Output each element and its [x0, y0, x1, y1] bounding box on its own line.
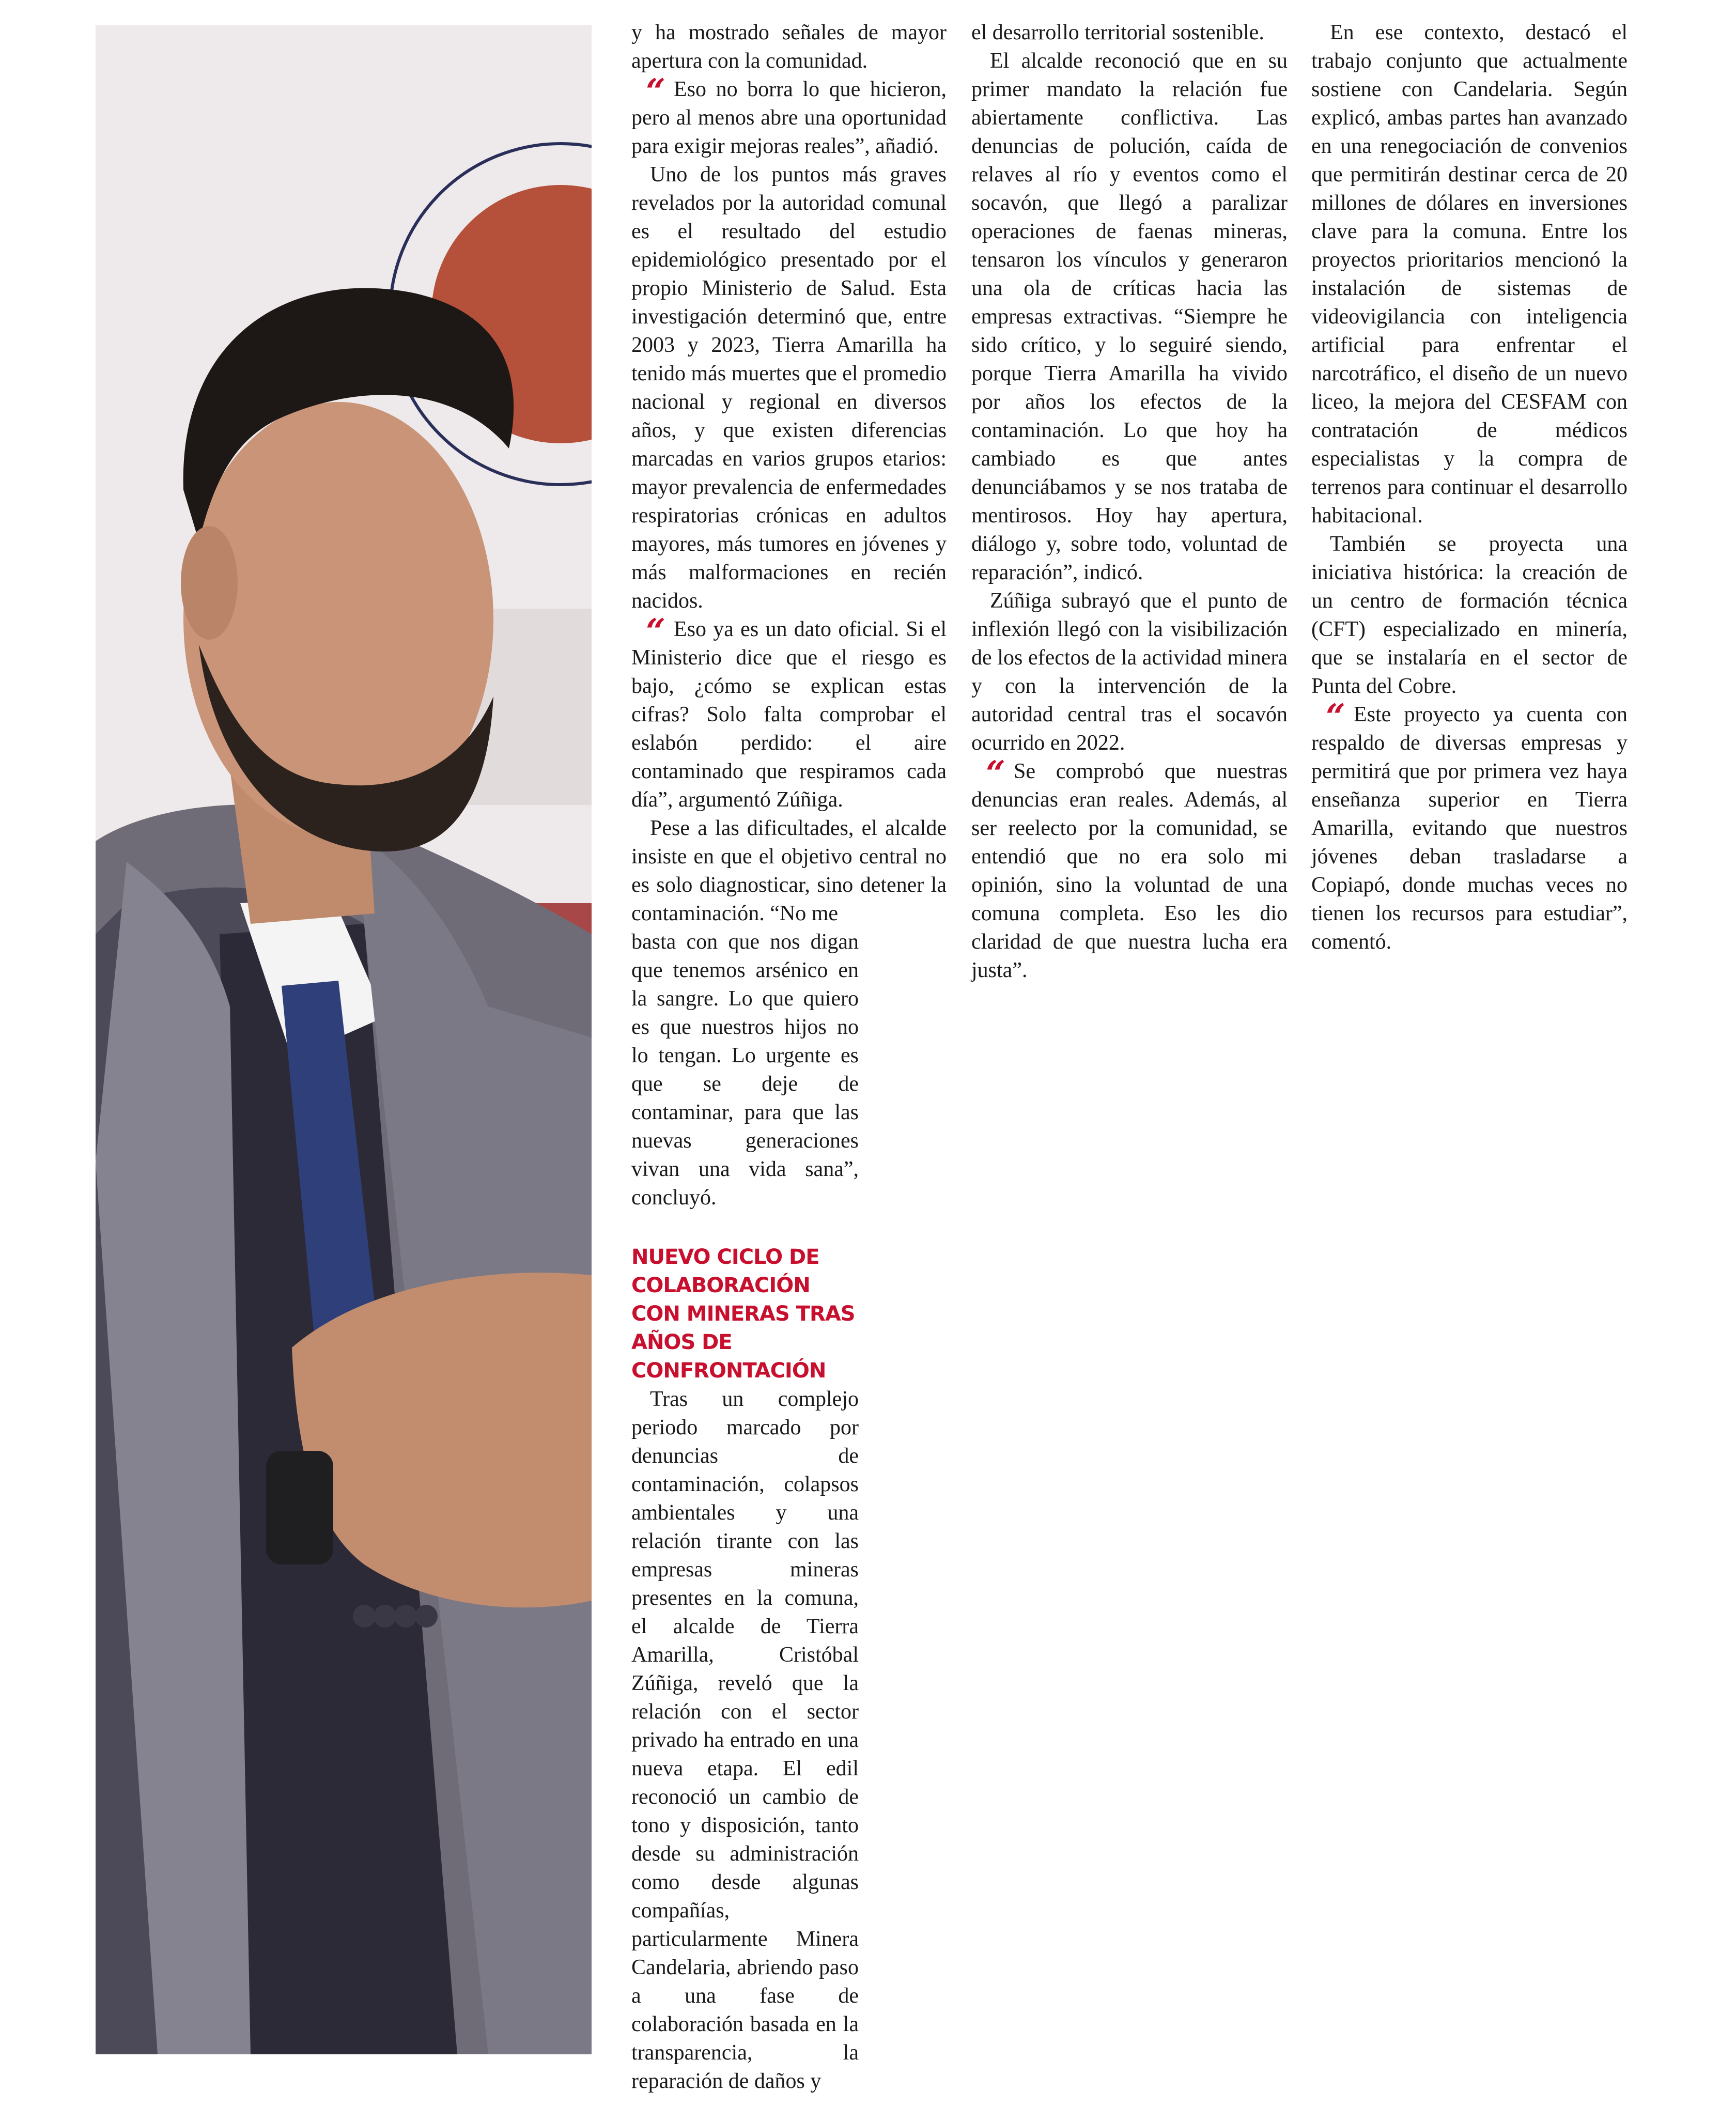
wristwatch — [266, 1451, 333, 1565]
paragraph: y ha mostrado señales de mayor apertura con la comunidad. — [631, 21, 947, 73]
quote-text: Eso ya es un dato oficial. Si el Ministerio dice que el riesgo es bajo, ¿cómo se explican estas cifras? Solo falta comprobar el eslabón perdido: el aire contaminado que respiramos cada día”, argumentó Zúñiga. — [631, 617, 947, 812]
quote-mark-icon: “ — [986, 753, 1005, 794]
paragraph: Zúñiga subrayó que el punto de inflexión llegó con la visibilización de los efectos de la actividad minera y con la intervención de la autoridad central tras el socavón ocurrido en 2022. — [971, 589, 1288, 755]
section-subheading: NUEVO CICLO DE COLABORACIÓN CON MINERAS TRAS AÑOS DE CONFRONTACIÓN — [631, 1245, 855, 1383]
quote-paragraph — [1311, 696, 1628, 956]
quote-mark-icon: “ — [646, 71, 665, 112]
quote-paragraph — [971, 753, 1288, 985]
mayor-photo — [96, 25, 592, 2054]
paragraph: basta con que nos digan que tenemos arsénico en la sangre. Lo que quiero es que nuestros hijos no lo tengan. Lo urgente es que se deje de contaminar, para que las nuevas generaciones vivan una vida sana”, concluyó. — [631, 930, 859, 1210]
mayor-photo-illustration — [96, 25, 592, 2054]
article-column-2 — [971, 19, 1288, 985]
quote-text: Este proyecto ya cuenta con respaldo de diversas empresas y permitirá que por primera vez haya enseñanza superior en Tierra Amarilla, evitando que nuestros jóvenes deban trasladarse a Copiapó, donde muchas veces no tienen los recursos para estudiar”, comentó. — [1311, 703, 1628, 954]
paragraph: También se proyecta una iniciativa histórica: la creación de un centro de formación técnica (CFT) especializado en minería, que se instalaría en el sector de Punta del Cobre. — [1311, 532, 1628, 698]
paragraph: Tras un complejo periodo marcado por denuncias de contaminación, colapsos ambientales y una relación tirante con las empresas mineras presentes en la comuna, el alcalde de Tierra Amarilla, Cristóbal Zúñiga, reveló que la relación con el sector privado ha entrado en una nueva etapa. El edil reconoció un cambio de tono y disposición, tanto desde su administración como desde algunas compañías, particularmente Minera Candelaria, abriendo paso a una fase de colaboración basada en la transparencia, la reparación de daños y — [631, 1387, 859, 2093]
quote-paragraph — [631, 71, 947, 161]
paragraph: El alcalde reconoció que en su primer mandato la relación fue abiertamente conflictiva. Las denuncias de polución, caída de relaves al río y eventos como el socavón, que llegó a paralizar operaciones de faenas mineras, tensaron los vínculos y generaron una ola de críticas hacia las empresas extractivas. “Siempre he sido crítico, y lo seguiré siendo, porque Tierra Amarilla ha vivido por años los efectos de la contaminación. Lo que hoy ha cambiado es que antes denunciábamos y se nos trataba de mentirosos. Hoy hay apertura, diálogo y, sobre todo, voluntad de reparación”, indicó. — [971, 49, 1288, 584]
paragraph: En ese contexto, destacó el trabajo conjunto que actualmente sostiene con Candelaria. Según explicó, ambas partes han avanzado en una renegociación de convenios que permitirán destinar cerca de 20 millones de dólares en inversiones clave para la comuna. Entre los proyectos prioritarios mencionó la instalación de sistemas de videovigilancia con inteligencia artificial para enfrentar el narcotráfico, el diseño de un nuevo liceo, la mejora del CESFAM con contratación de médicos especialistas y la compra de terrenos para continuar el desarrollo habitacional. — [1311, 21, 1628, 528]
article-column-3 — [1311, 19, 1628, 956]
quote-mark-icon: “ — [1326, 696, 1345, 737]
quote-text: Se comprobó que nuestras denuncias eran reales. Además, al ser reelecto por la comunidad, se entendió que no era solo mi opinión, sino la voluntad de una comuna completa. Eso les dio claridad de que nuestra lucha era justa”. — [971, 760, 1288, 982]
paragraph: el desarrollo territorial sostenible. — [971, 21, 1264, 44]
quote-mark-icon: “ — [646, 611, 665, 652]
paragraph: Pese a las dificultades, el alcalde insiste en que el objetivo central no es solo diagnosticar, sino detener la contaminación. “No me — [631, 816, 947, 925]
paragraph: Uno de los puntos más graves revelados por la autoridad comunal es el resultado del estudio epidemiológico presentado por el propio Ministerio de Salud. Esta investigación determinó que, entre 2003 y 2023, Tierra Amarilla ha tenido más muertes que el promedio nacional y regional en diversos años, y que existen diferencias marcadas en varios grupos etarios: mayor prevalencia de enfermedades respiratorias crónicas en adultos mayores, más tumores en jóvenes y más malformaciones en recién nacidos. — [631, 163, 947, 613]
quote-paragraph — [631, 611, 947, 814]
quote-text: Eso no borra lo que hicieron, pero al menos abre una oportunidad para exigir mejoras reales”, añadió. — [631, 78, 947, 158]
article-column-1 — [631, 19, 947, 2096]
